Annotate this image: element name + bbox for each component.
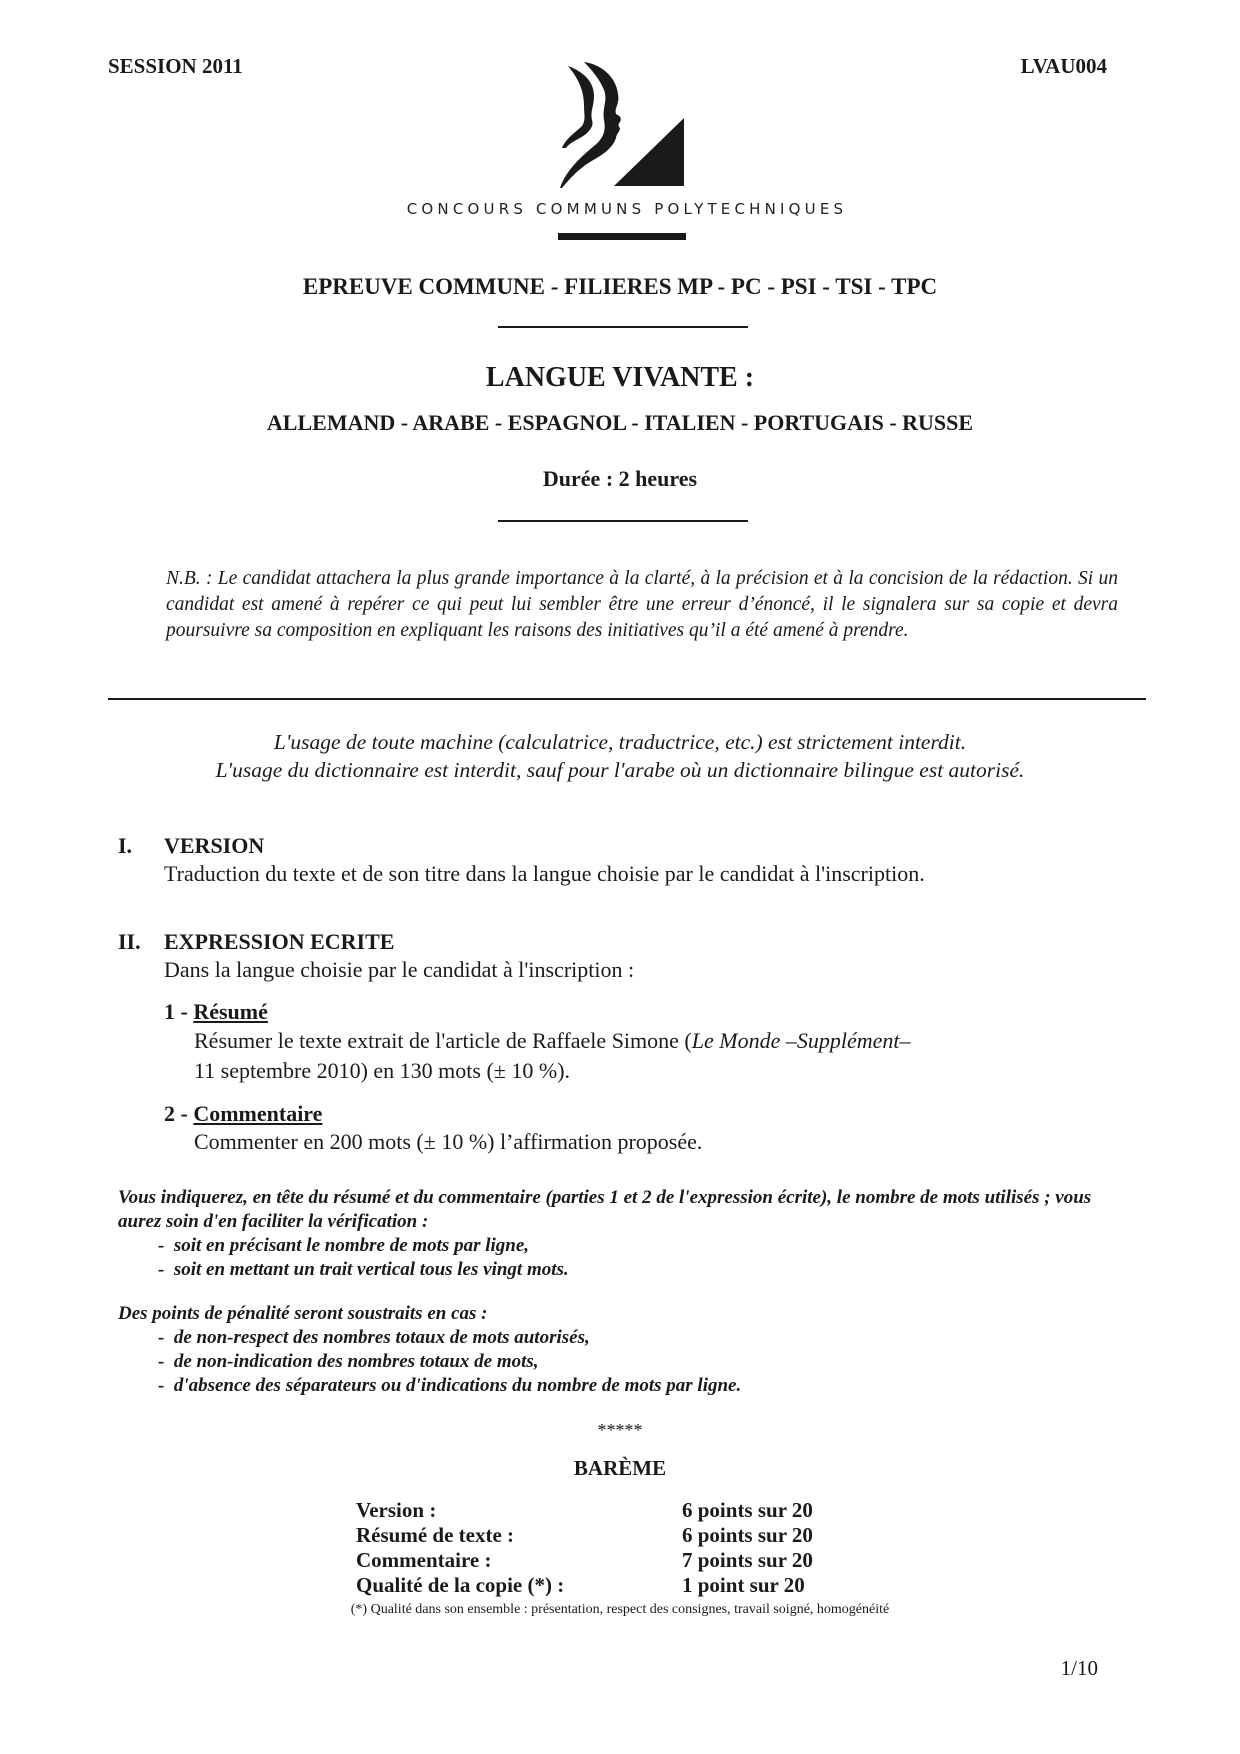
bareme-label: Commentaire :: [356, 1548, 492, 1572]
usage-line: L'usage de toute machine (calculatrice, traductrice, etc.) est strictement interdit.: [273, 730, 967, 754]
section-text: Dans la langue choisie par le candidat à l'inscription :: [164, 957, 635, 982]
table-row: [356, 1498, 813, 1523]
divider: [498, 520, 748, 522]
instructions-intro: Vous indiquerez, en tête du résumé et du commentaire (parties 1 et 2 de l'expression écrite), le nombre de mots utilisés ; vous aurez soin d'en faciliter la vérification :: [118, 1187, 1092, 1232]
bareme-value: 7 points sur 20: [682, 1548, 813, 1572]
section-title: VERSION: [164, 833, 265, 858]
table-row: [356, 1548, 813, 1573]
list-item: - soit en précisant le nombre de mots par ligne,: [158, 1235, 530, 1256]
langue-title: LANGUE VIVANTE :: [485, 362, 755, 393]
logo-text: CONCOURS COMMUNS POLYTECHNIQUES: [406, 200, 848, 218]
epreuve-title: EPREUVE COMMUNE - FILIERES MP - PC - PSI - TSI - TPC: [302, 274, 938, 299]
bareme-title: BARÈME: [573, 1456, 667, 1480]
section-number: II.: [118, 929, 141, 954]
exam-code: LVAU004: [1020, 54, 1107, 78]
part-title: Commentaire: [193, 1101, 323, 1126]
part-text: Résumer le texte extrait de l'article de Raffaele Simone (Le Monde –Supplément– 11 septembre 2010) en 130 mots (± 10 %).: [194, 1028, 911, 1083]
part-prefix: 2 -: [164, 1101, 194, 1126]
bareme-label: Qualité de la copie (*) :: [356, 1573, 565, 1597]
languages-list: ALLEMAND - ARABE - ESPAGNOL - ITALIEN - PORTUGAIS - RUSSE: [266, 410, 974, 435]
list-item: - d'absence des séparateurs ou d'indications du nombre de mots par ligne.: [158, 1375, 742, 1396]
separator-stars: *****: [597, 1420, 643, 1440]
usage-notice: [0, 728, 1240, 784]
table-row: [356, 1523, 813, 1548]
list-item: - de non-indication des nombres totaux de mots,: [158, 1351, 539, 1372]
page-number: 1/10: [1060, 1656, 1098, 1680]
part-prefix: 1 -: [164, 999, 194, 1024]
duration: Durée : 2 heures: [542, 466, 698, 491]
section-version: [118, 832, 1118, 888]
section-title: EXPRESSION ECRITE: [164, 929, 395, 954]
part-title: Résumé: [193, 999, 268, 1024]
list-item: - soit en mettant un trait vertical tous les vingt mots.: [158, 1259, 569, 1280]
list-item: - de non-respect des nombres totaux de mots autorisés,: [158, 1327, 590, 1348]
part-text: Commenter en 200 mots (± 10 %) l’affirmation proposée.: [194, 1129, 703, 1154]
table-row: [356, 1573, 813, 1598]
part-commentaire: [164, 1100, 1128, 1156]
logo-bar: [558, 233, 686, 240]
divider: [108, 698, 1146, 700]
bareme-footnote: (*) Qualité dans son ensemble : présentation, respect des consignes, travail soigné, homogénéité: [350, 1602, 890, 1617]
session-label: SESSION 2011: [108, 54, 243, 78]
bareme-label: Résumé de texte :: [356, 1523, 515, 1547]
nb-paragraph: N.B. : Le candidat attachera la plus grande importance à la clarté, à la précision et à la concision de la rédaction. Si un candidat est amené à repérer ce qui peut lui sembler être une erreur d’énoncé, il le signalera sur sa copie et devra poursuivre sa composition en expliquant les raisons des initiatives qu’il a été amené à prendre.: [166, 568, 1118, 641]
part-resume: [164, 998, 1128, 1086]
section-number: I.: [118, 833, 133, 858]
section-text: Traduction du texte et de son titre dans la langue choisie par le candidat à l'inscription.: [164, 861, 925, 886]
bareme-value: 6 points sur 20: [682, 1498, 813, 1522]
divider: [498, 326, 748, 328]
penalites-intro: Des points de pénalité seront soustraits en cas :: [118, 1303, 488, 1324]
bareme-value: 1 point sur 20: [682, 1573, 805, 1597]
usage-line: L'usage du dictionnaire est interdit, sauf pour l'arabe où un dictionnaire bilingue est autorisé.: [215, 758, 1025, 782]
penalites-block: [118, 1302, 1128, 1398]
instructions-block: [118, 1186, 1128, 1282]
bareme-table: [356, 1498, 813, 1598]
bareme-value: 6 points sur 20: [682, 1523, 813, 1547]
ccp-logo-icon: [560, 60, 690, 192]
section-expression: [118, 928, 1128, 1156]
bareme-label: Version :: [356, 1498, 437, 1522]
